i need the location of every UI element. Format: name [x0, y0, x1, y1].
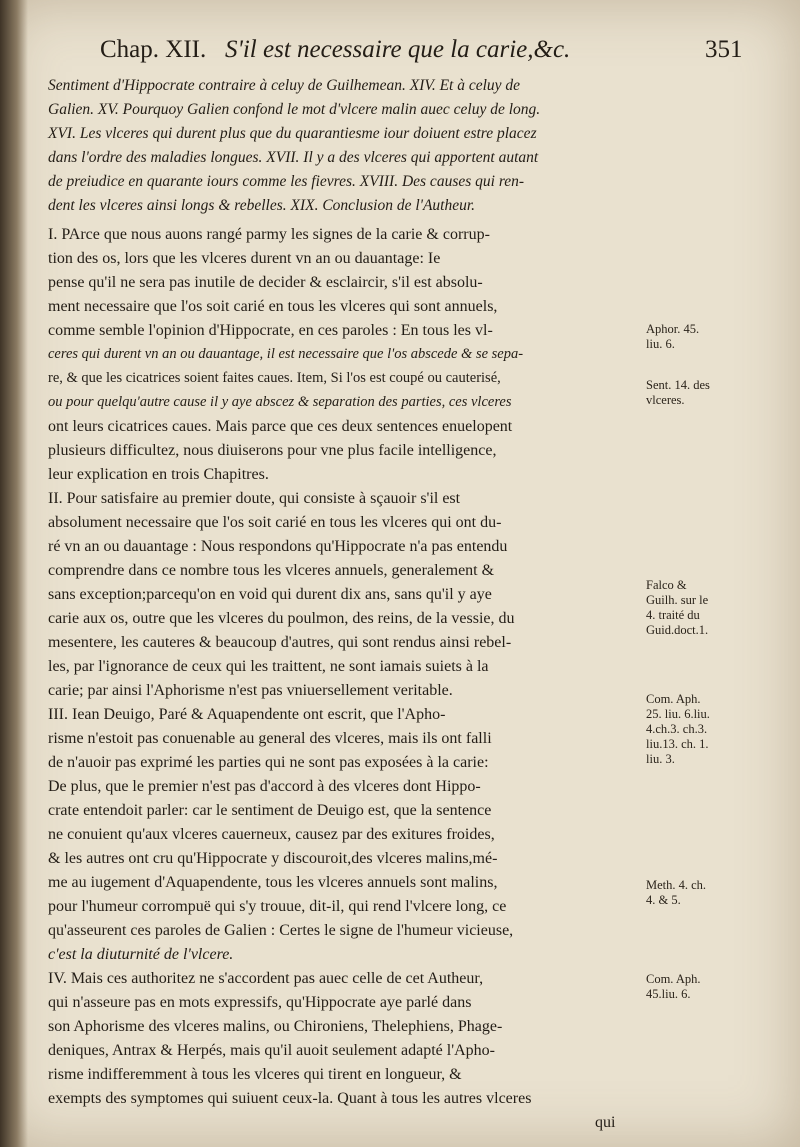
- body-line: I. PArce que nous auons rangé parmy les signes de la carie & corrup-: [48, 226, 490, 243]
- body-line: deniques, Antrax & Herpés, mais qu'il auoit seulement adapté l'Apho-: [48, 1042, 495, 1059]
- margin-note-meth: [646, 878, 766, 908]
- catchword: qui: [595, 1114, 616, 1131]
- body-line: risme n'estoit pas conuenable au general des vlceres, mais ils ont falli: [48, 730, 492, 747]
- body-line: ne conuient qu'aux vlceres cauerneux, causez par des exitures froides,: [48, 826, 495, 843]
- body-line: sans exception;parcequ'on en void qui durent dix ans, sans qu'il y aye: [48, 586, 492, 603]
- body-line: & les autres ont cru qu'Hippocrate y discouroit,des vlceres malins,mé-: [48, 850, 498, 867]
- body-line: exempts des symptomes qui suiuent ceux-la. Quant à tous les autres vlceres: [48, 1090, 532, 1107]
- body-line: me au iugement d'Aquapendente, tous les vlceres annuels sont malins,: [48, 874, 498, 891]
- body-line: mesentere, les cauteres & beaucoup d'autres, qui sont rendus ainsi rebel-: [48, 634, 512, 651]
- margin-note-line: liu.13. ch. 1.: [646, 737, 709, 751]
- body-line: ont leurs cicatrices caues. Mais parce que ces deux sentences enuelopent: [48, 418, 513, 435]
- chapter-summary: [48, 74, 648, 218]
- margin-note-line: Com. Aph.: [646, 692, 701, 706]
- body-line: absolument necessaire que l'os soit carié en tous les vlceres qui ont du-: [48, 514, 502, 531]
- margin-note-aphor: [646, 322, 766, 352]
- page-number: 351: [705, 36, 743, 63]
- body-line: comme semble l'opinion d'Hippocrate, en ces paroles : En tous les vl-: [48, 322, 493, 339]
- summary-line: dent les vlceres ainsi longs & rebelles. XIX. Conclusion de l'Autheur.: [48, 197, 476, 214]
- margin-note-com2: [646, 972, 766, 1002]
- body-line: carie; par ainsi l'Aphorisme n'est pas vniuersellement veritable.: [48, 682, 453, 699]
- margin-note-com1: [646, 692, 766, 767]
- running-header: [100, 36, 760, 72]
- body-line: pense qu'il ne sera pas inutile de decider & esclaircir, s'il est absolu-: [48, 274, 483, 291]
- body-line: les, par l'ignorance de ceux qui les traittent, ne sont iamais suiets à la: [48, 658, 489, 675]
- summary-line: de preiudice en quarante iours comme les fievres. XVIII. Des causes qui ren-: [48, 173, 525, 190]
- margin-note-line: Falco &: [646, 578, 687, 592]
- body-line: De plus, que le premier n'est pas d'accord à des vlceres dont Hippo-: [48, 778, 481, 795]
- summary-line: Sentiment d'Hippocrate contraire à celuy de Guilhemean. XIV. Et à celuy de: [48, 77, 521, 94]
- body-line: c'est la diuturnité de l'vlcere.: [48, 946, 234, 963]
- body-line: risme indifferemment à tous les vlceres qui tirent en longueur, &: [48, 1066, 462, 1083]
- body-line: ré vn an ou dauantage : Nous respondons qu'Hippocrate n'a pas entendu: [48, 538, 508, 555]
- body-line: crate entendoit parler: car le sentiment de Deuigo est, que la sentence: [48, 802, 492, 819]
- summary-line: Galien. XV. Pourquoy Galien confond le mot d'vlcere malin auec celuy de long.: [48, 101, 541, 118]
- page-spine-shadow: [0, 0, 28, 1147]
- body-line: leur explication en trois Chapitres.: [48, 466, 269, 483]
- margin-note-line: 4. & 5.: [646, 893, 681, 907]
- body-line: plusieurs difficultez, nous diuiserons pour vne plus facile intelligence,: [48, 442, 497, 459]
- body-line: qui n'asseure pas en mots expressifs, qu'Hippocrate aye parlé dans: [48, 994, 472, 1011]
- margin-note-line: Guilh. sur le: [646, 593, 709, 607]
- body-line: IV. Mais ces authoritez ne s'accordent pas auec celle de cet Autheur,: [48, 970, 484, 987]
- margin-note-line: Meth. 4. ch.: [646, 878, 707, 892]
- body-line: son Aphorisme des vlceres malins, ou Chironiens, Thelephiens, Phage-: [48, 1018, 503, 1035]
- body-line: ceres qui durent vn an ou dauantage, il est necessaire que l'os abscede & se sepa-: [48, 346, 524, 362]
- summary-line: dans l'ordre des maladies longues. XVII. Il y a des vlceres qui apportent autant: [48, 149, 539, 166]
- body-line: III. Iean Deuigo, Paré & Aquapendente ont escrit, que l'Apho-: [48, 706, 446, 723]
- margin-note-line: Guid.doct.1.: [646, 623, 709, 637]
- body-line: de n'auoir pas exprimé les parties qui ne sont pas exposées à la carie:: [48, 754, 489, 771]
- margin-note-line: Aphor. 45.: [646, 322, 700, 336]
- body-line: ou pour quelqu'autre cause il y aye abscez & separation des parties, ces vlceres: [48, 394, 512, 410]
- body-line: tion des os, lors que les vlceres durent vn an ou dauantage: Ie: [48, 250, 441, 267]
- chapter-number: Chap. XII.: [100, 36, 207, 63]
- margin-note-falco: [646, 578, 766, 638]
- margin-note-line: liu. 6.: [646, 337, 675, 351]
- body-line: re, & que les cicatrices soient faites caues. Item, Si l'os est coupé ou cauterisé,: [48, 370, 501, 386]
- margin-note-line: Sent. 14. des: [646, 378, 710, 392]
- margin-note-line: 4.ch.3. ch.3.: [646, 722, 708, 736]
- body-line: pour l'humeur corrompuë qui s'y trouue, dit-il, qui rend l'vlcere long, ce: [48, 898, 507, 915]
- summary-line: XVI. Les vlceres qui durent plus que du quarantiesme iour doiuent estre placez: [48, 125, 537, 142]
- body-line: ment necessaire que l'os soit carié en tous les vlceres qui sont annuels,: [48, 298, 498, 315]
- margin-note-line: liu. 3.: [646, 752, 675, 766]
- body-line: qu'asseurent ces paroles de Galien : Certes le signe de l'humeur vicieuse,: [48, 922, 514, 939]
- margin-note-line: vlceres.: [646, 393, 685, 407]
- margin-note-sent: [646, 378, 766, 408]
- margin-note-line: 25. liu. 6.liu.: [646, 707, 710, 721]
- body-line: carie aux os, outre que les vlceres du poulmon, des reins, de la vessie, du: [48, 610, 515, 627]
- body-line: comprendre dans ce nombre tous les vlceres annuels, generalement &: [48, 562, 495, 579]
- body-line: II. Pour satisfaire au premier doute, qui consiste à sçauoir s'il est: [48, 490, 461, 507]
- margin-note-line: 4. traité du: [646, 608, 700, 622]
- margin-note-line: 45.liu. 6.: [646, 987, 691, 1001]
- margin-note-line: Com. Aph.: [646, 972, 701, 986]
- running-title: S'il est necessaire que la carie,&c.: [225, 36, 571, 63]
